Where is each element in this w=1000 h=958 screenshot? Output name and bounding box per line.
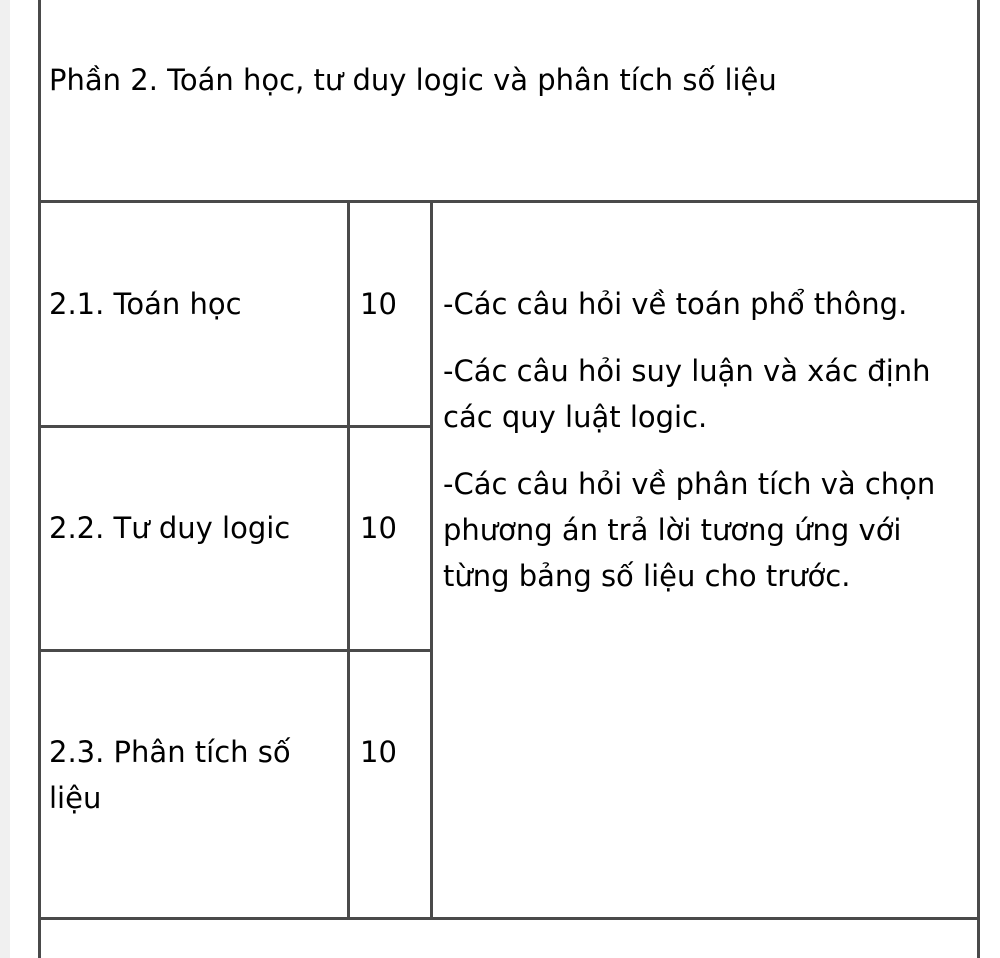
description-item-data-line1: -Các câu hỏi về phân tích và chọn [443,467,936,501]
row-count-logic: 10 [360,511,397,545]
table-border-header-bottom [38,200,980,203]
row-label-logic: 2.2. Tư duy logic [49,511,291,545]
row-count-data-analysis: 10 [360,735,397,769]
page-left-margin [0,0,10,958]
description-item-logic-line1: -Các câu hỏi suy luận và xác định [443,354,931,388]
table-border-row2-bottom [38,649,433,652]
row-label-data-analysis-line1: 2.3. Phân tích số [49,735,291,769]
row-label-math: 2.1. Toán học [49,287,242,321]
section-title: Phần 2. Toán học, tư duy logic và phân tích số liệu [49,63,777,97]
table-border-col1-right [347,200,350,920]
description-item-data-line2: phương án trả lời tương ứng với [443,513,902,547]
description-item-math: -Các câu hỏi về toán phổ thông. [443,287,908,321]
row-count-math: 10 [360,287,397,321]
row-label-data-analysis-line2: liệu [49,781,102,815]
table-border-rows-bottom [38,917,980,920]
description-item-logic-line2: các quy luật logic. [443,400,708,434]
table-border-row1-bottom [38,425,433,428]
description-item-data-line3: từng bảng số liệu cho trước. [443,559,851,593]
table-border-col2-right [430,200,433,920]
